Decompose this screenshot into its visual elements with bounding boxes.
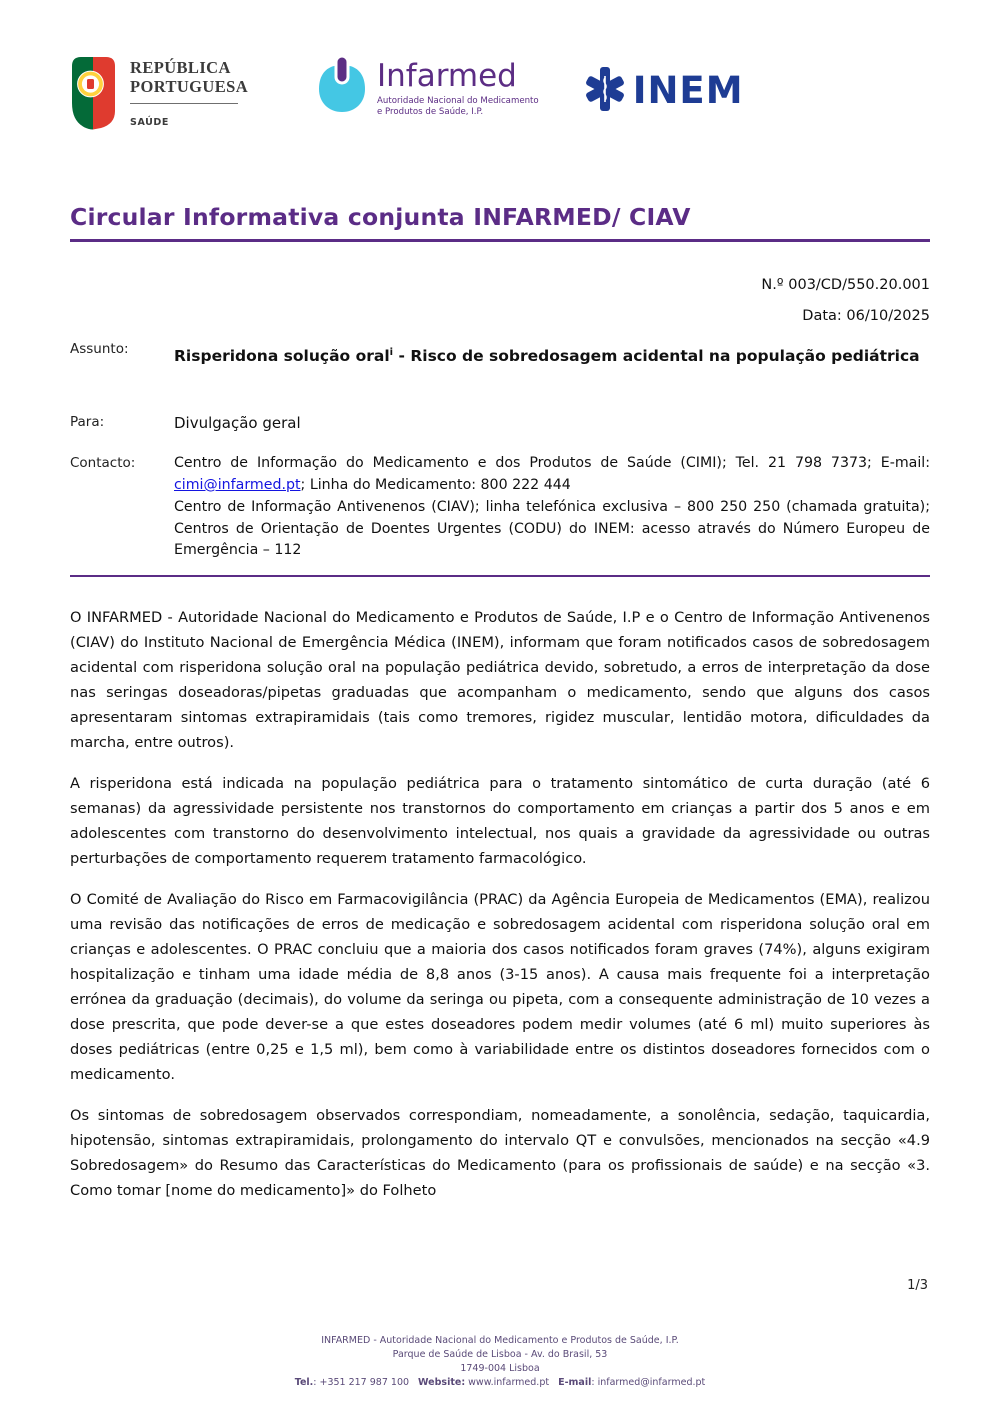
gov-logo-text: [130, 55, 248, 135]
document-title: Circular Informativa conjunta INFARMED/ CIAV: [70, 203, 930, 242]
subject-value: Risperidona solução oral$^i$ - Risco de sobredosagem acidental na população pediátrica: [174, 347, 920, 366]
to-value: Divulgação geral: [174, 414, 301, 433]
document-meta: [70, 270, 930, 332]
footer-address-line: Parque de Saúde de Lisboa - Av. do Brasil, 53: [392, 1349, 608, 1360]
contact-row: [70, 453, 930, 562]
header-logos: [70, 55, 930, 147]
to-row: [70, 414, 930, 432]
footer-tel-label: Tel.: [294, 1377, 314, 1388]
document-body: [70, 605, 930, 1203]
to-label: Para:: [70, 414, 105, 431]
footer-contacts-line: Tel.: +351 217 987 100 Website: www.infarmed.pt E-mail: infarmed@infarmed.pt: [294, 1377, 706, 1388]
footer-email-label: E-mail: [558, 1377, 592, 1388]
page-number: 1/3: [907, 1278, 928, 1293]
infarmed-icon: [316, 55, 368, 119]
paragraph-2: A risperidona está indicada na população pediátrica para o tratamento sintomático de curta duração (até 6 semanas) da agressividade persistente nos transtornos do comportamento em crianças a partir dos 5 anos e em adolescentes com transtorno do desenvolvimento intelectual, nos quais a gravidade da agressividade ou outras perturbações de comportamento requerem tratamento farmacológico.: [70, 775, 930, 868]
infarmed-subtitle: Autoridade Nacional do Medicamento e Produtos de Saúde, I.P.: [377, 96, 539, 117]
infarmed-wordmark: Infarmed: [377, 58, 517, 94]
paragraph-3: O Comité de Avaliação do Risco em Farmacovigilância (PRAC) da Agência Europeia de Medicamentos (EMA), realizou uma revisão das notificações de erros de medicação e sobredosagem acidental com risperidona solução oral em crianças e adolescentes. O PRAC concluiu que a maioria dos casos notificados foram graves (74%), alguns exigiram hospitalização e tinham uma idade média de 8,8 anos (3-15 anos). A causa mais frequente foi a interpretação errónea da graduação (decimais), do volume da seringa ou pipeta, com a consequente administração de 10 vezes a dose prescrita, que pode dever-se a que estes doseadores podem medir volumes (até 6 ml) muito superiores às doses pediátricas (entre 0,25 e 1,5 ml), bem como à variabilidade entre os distintos doseadores fornecidos com o medicamento.: [70, 891, 930, 1084]
star-of-life-icon: [583, 65, 627, 117]
footer-city-line: 1749-004 Lisboa: [460, 1363, 540, 1374]
contact-email-link[interactable]: cimi@infarmed.pt: [174, 476, 301, 493]
paragraph-4: Os sintomas de sobredosagem observados correspondiam, nomeadamente, a sonolência, sedação, taquicardia, hipotensão, sintomas extrapiramidais, prolongamento do intervalo QT e convulsões, mencionados na secção «4.9 Sobredosagem» do Resumo das Características do Medicamento (para os profissionais de saúde) e na secção «3. Como tomar [nome do medicamento]» do Folheto: [70, 1107, 930, 1200]
contact-line-1: Centro de Informação do Medicamento e dos Produtos de Saúde (CIMI); Tel. 21 798 7373; E-mail: cimi@infarmed.pt; Linha do Medicamento: 800 222 444: [174, 455, 930, 493]
footer-website-label: Website:: [418, 1377, 466, 1388]
gov-ministry-label: SAÚDE: [130, 117, 169, 128]
section-divider: [70, 575, 930, 577]
contact-label: Contacto:: [70, 455, 136, 472]
inem-wordmark: INEM: [632, 69, 744, 112]
paragraph-1: O INFARMED - Autoridade Nacional do Medicamento e Produtos de Saúde, I.P e o Centro de Informação Antivenenos (CIAV) do Instituto Nacional de Emergência Médica (INEM), informam que foram notificados casos de sobredosagem acidental com risperidona solução oral na população pediátrica devido, sobretudo, a erros de interpretação da dose nas seringas doseadoras/pipetas graduadas que acompanham o medicamento, sendo que alguns dos casos apresentaram sintomas extrapiramidais (tais como tremores, rigidez muscular, lentidão motora, dificuldades da marcha, entre outros).: [70, 609, 930, 752]
subject-row: [70, 335, 930, 374]
reference-number: N.º 003/CD/550.20.001: [761, 277, 930, 293]
subject-label: Assunto:: [70, 341, 129, 357]
document-footer: [0, 1334, 1000, 1390]
inem-logo: [583, 55, 744, 117]
gov-logo-rule: [130, 103, 238, 104]
footer-email-value: : infarmed@infarmed.pt: [591, 1377, 706, 1388]
gov-logo-line2: PORTUGUESA: [130, 77, 249, 96]
footer-website-value: www.infarmed.pt: [468, 1377, 550, 1388]
portuguese-flag-icon: [70, 55, 117, 135]
contact-value: [174, 453, 930, 562]
document-date: Data: 06/10/2025: [802, 308, 930, 324]
infarmed-logo: [316, 55, 539, 119]
gov-logo-line1: REPÚBLICA: [130, 58, 231, 77]
subject-superscript: i: [389, 347, 394, 358]
footer-org-line: INFARMED - Autoridade Nacional do Medicamento e Produtos de Saúde, I.P.: [321, 1335, 679, 1346]
gov-logo: [70, 55, 252, 135]
contact-line-2: Centro de Informação Antivenenos (CIAV); linha telefónica exclusiva – 800 250 250 (chamada gratuita); Centros de Orientação de Doentes Urgentes (CODU) do INEM: acesso através do Número Europeu de Emergência – 112: [174, 498, 930, 559]
